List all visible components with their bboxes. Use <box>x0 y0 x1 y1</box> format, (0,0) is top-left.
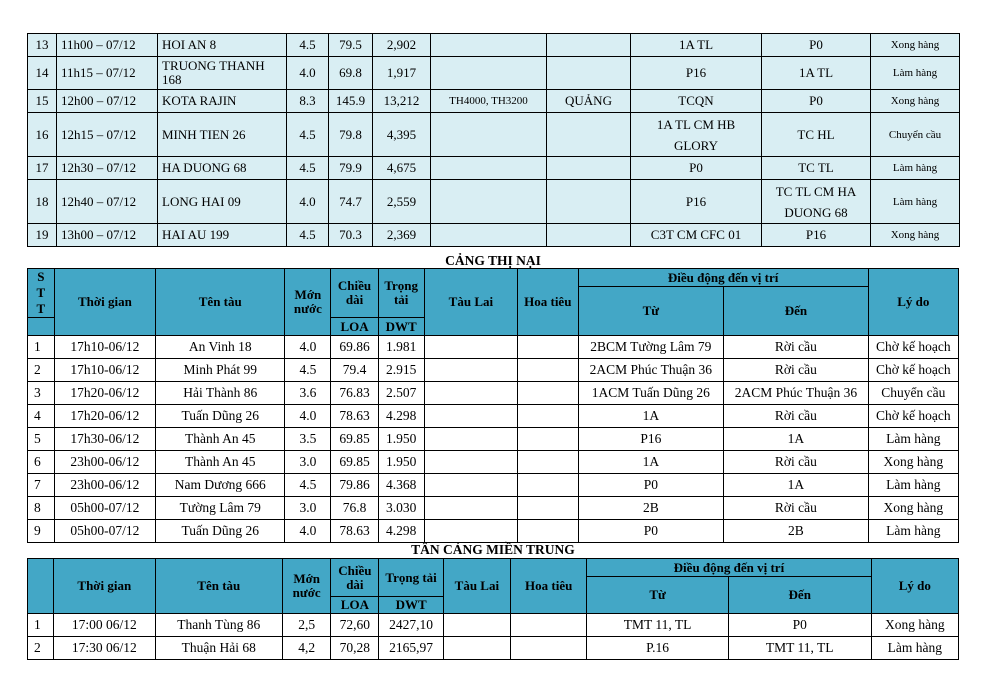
cell-from: 1A TL <box>631 34 762 57</box>
cell-dwt: 2.507 <box>378 382 424 405</box>
cell-tug <box>431 224 547 247</box>
header-from: Từ <box>587 577 729 614</box>
cell-dwt: 13,212 <box>373 90 431 113</box>
table-row <box>28 157 960 180</box>
cell-pilot <box>511 614 587 637</box>
header-draft: Mớn nước <box>285 269 331 336</box>
cell-reason: Chờ kế hoạch <box>868 336 958 359</box>
cell-time: 05h00-07/12 <box>54 497 156 520</box>
cell-pilot <box>518 474 578 497</box>
cell-to: Rời cầu <box>724 451 869 474</box>
cell-to: 1A TL <box>762 57 871 90</box>
cell-dwt: 2.915 <box>378 359 424 382</box>
table-row <box>28 359 959 382</box>
cell-ship: KOTA RAJIN <box>158 90 287 113</box>
cell-time: 17h20-06/12 <box>54 405 156 428</box>
cell-draft: 4.0 <box>287 180 329 224</box>
cell-to: Rời cầu <box>724 405 869 428</box>
table-row <box>28 90 960 113</box>
header-time: Thời gian <box>54 559 155 614</box>
cell-time: 05h00-07/12 <box>54 520 156 543</box>
cell-from: P.16 <box>587 637 729 660</box>
cell-tug <box>431 34 547 57</box>
cell-draft: 4.0 <box>287 57 329 90</box>
cell-time: 23h00-06/12 <box>54 474 156 497</box>
cell-tug: TH4000, TH3200 <box>431 90 547 113</box>
cell-loa: 74.7 <box>329 180 373 224</box>
cell-dwt: 1.981 <box>378 336 424 359</box>
cell-reason: Chuyển cầu <box>868 382 958 405</box>
table-row <box>28 180 960 224</box>
cell-from: 1A <box>578 451 724 474</box>
cell-loa: 69.85 <box>331 451 378 474</box>
cell-ship: Thuận Hải 68 <box>155 637 283 660</box>
cell-ship: Hải Thành 86 <box>156 382 285 405</box>
header-tug: Tàu Lai <box>424 269 517 336</box>
cell-tug <box>431 57 547 90</box>
cell-stt: 2 <box>28 359 55 382</box>
cell-reason: Xong hàng <box>871 90 960 113</box>
section-title-thi-nai: CẢNG THỊ NẠI <box>445 253 541 268</box>
header-loa: LOA <box>331 318 378 336</box>
cell-reason: Chờ kế hoạch <box>868 359 958 382</box>
cell-from: 1A TL CM HB GLORY <box>631 113 762 157</box>
cell-tug <box>424 336 517 359</box>
cell-draft: 4.5 <box>287 157 329 180</box>
header-ship: Tên tàu <box>155 559 283 614</box>
cell-reason: Xong hàng <box>871 614 958 637</box>
header-dwt: DWT <box>378 318 424 336</box>
cell-tug <box>424 520 517 543</box>
table-row <box>28 614 959 637</box>
cell-time: 17:30 06/12 <box>54 637 155 660</box>
cell-stt: 1 <box>28 614 54 637</box>
cell-stt: 2 <box>28 637 54 660</box>
thi-nai-table <box>27 268 959 543</box>
cell-time: 17h10-06/12 <box>54 336 156 359</box>
header-draft: Mớn nước <box>283 559 331 614</box>
cell-tug <box>424 382 517 405</box>
table-row <box>28 405 959 428</box>
table-row <box>28 382 959 405</box>
cell-loa: 79.86 <box>331 474 378 497</box>
cell-time: 17:00 06/12 <box>54 614 155 637</box>
cell-pilot <box>547 57 631 90</box>
header-pilot: Hoa tiêu <box>518 269 578 336</box>
table-row <box>28 497 959 520</box>
cell-stt: 7 <box>28 474 55 497</box>
cell-dwt: 2,369 <box>373 224 431 247</box>
table-row <box>28 34 960 57</box>
cell-to: Rời cầu <box>724 336 869 359</box>
cell-draft: 3.0 <box>285 451 331 474</box>
cell-loa: 78.63 <box>331 520 378 543</box>
cell-pilot <box>518 428 578 451</box>
header-reason: Lý do <box>871 559 958 614</box>
cell-loa: 70,28 <box>331 637 379 660</box>
cell-from: P0 <box>578 474 724 497</box>
cell-stt: 1 <box>28 336 55 359</box>
cell-loa: 79.4 <box>331 359 378 382</box>
cell-draft: 4,2 <box>283 637 331 660</box>
header-from: Từ <box>578 287 724 336</box>
cell-pilot <box>518 497 578 520</box>
cell-dwt: 4,675 <box>373 157 431 180</box>
cell-loa: 79.9 <box>329 157 373 180</box>
cell-time: 23h00-06/12 <box>54 451 156 474</box>
cell-loa: 79.5 <box>329 34 373 57</box>
header-length: Chiều dài <box>331 559 379 597</box>
cell-from: P16 <box>631 57 762 90</box>
cell-stt: 5 <box>28 428 55 451</box>
header-length: Chiều dài <box>331 269 378 318</box>
table-row <box>28 57 960 90</box>
cell-dwt: 4,395 <box>373 113 431 157</box>
cell-draft: 4.5 <box>287 34 329 57</box>
cell-loa: 145.9 <box>329 90 373 113</box>
cell-from: 1A <box>578 405 724 428</box>
cell-time: 17h20-06/12 <box>54 382 156 405</box>
cell-stt: 19 <box>28 224 57 247</box>
cell-reason: Xong hàng <box>871 34 960 57</box>
cell-stt: 3 <box>28 382 55 405</box>
cell-stt: 13 <box>28 34 57 57</box>
cell-time: 12h40 – 07/12 <box>57 180 158 224</box>
tan-cang-body <box>28 614 959 660</box>
header-stt-empty <box>28 559 54 614</box>
cell-reason: Làm hàng <box>871 637 958 660</box>
cell-tug <box>424 497 517 520</box>
cell-to: P16 <box>762 224 871 247</box>
cell-reason: Xong hàng <box>871 224 960 247</box>
cell-to: TC TL <box>762 157 871 180</box>
cell-time: 11h00 – 07/12 <box>57 34 158 57</box>
cell-from: 2ACM Phúc Thuận 36 <box>578 359 724 382</box>
cell-stt: 4 <box>28 405 55 428</box>
cell-ship: Nam Dương 666 <box>156 474 285 497</box>
cell-draft: 4.0 <box>285 336 331 359</box>
cell-pilot <box>547 157 631 180</box>
continuation-table <box>27 33 960 247</box>
cell-tug <box>424 359 517 382</box>
cell-loa: 76.83 <box>331 382 378 405</box>
cell-to: TC TL CM HA DUONG 68 <box>762 180 871 224</box>
cell-to: 1A <box>724 474 869 497</box>
cell-loa: 79.8 <box>329 113 373 157</box>
cell-pilot <box>518 520 578 543</box>
cell-from: 2B <box>578 497 724 520</box>
cell-tug <box>443 637 510 660</box>
cell-to: Rời cầu <box>724 497 869 520</box>
cell-draft: 4.5 <box>285 474 331 497</box>
cell-reason: Làm hàng <box>871 180 960 224</box>
cell-draft: 3.6 <box>285 382 331 405</box>
cell-dwt: 4.298 <box>378 405 424 428</box>
cell-tug <box>424 405 517 428</box>
cell-pilot: QUẢNG <box>547 90 631 113</box>
cell-reason: Làm hàng <box>868 474 958 497</box>
cell-pilot <box>547 224 631 247</box>
header-to: Đến <box>724 287 869 336</box>
cell-to: 1A <box>724 428 869 451</box>
cell-stt: 18 <box>28 180 57 224</box>
header-tonnage: Trọng tải <box>378 269 424 318</box>
cell-time: 12h30 – 07/12 <box>57 157 158 180</box>
cell-dwt: 1.950 <box>378 451 424 474</box>
cell-pilot <box>518 336 578 359</box>
table-row <box>28 224 960 247</box>
cell-reason: Làm hàng <box>868 520 958 543</box>
cell-loa: 70.3 <box>329 224 373 247</box>
cell-reason: Làm hàng <box>871 57 960 90</box>
thi-nai-body <box>28 336 959 543</box>
table-row <box>28 474 959 497</box>
cell-reason: Chờ kế hoạch <box>868 405 958 428</box>
cell-to: TC HL <box>762 113 871 157</box>
cell-loa: 69.85 <box>331 428 378 451</box>
cell-loa: 69.8 <box>329 57 373 90</box>
cell-ship: HAI AU 199 <box>158 224 287 247</box>
cell-ship: An Vinh 18 <box>156 336 285 359</box>
table-row <box>28 428 959 451</box>
cell-draft: 4.5 <box>285 359 331 382</box>
header-tug: Tàu Lai <box>443 559 510 614</box>
cell-dwt: 2427,10 <box>379 614 443 637</box>
cell-to: 2ACM Phúc Thuận 36 <box>724 382 869 405</box>
cell-stt: 15 <box>28 90 57 113</box>
cell-reason: Làm hàng <box>868 428 958 451</box>
cell-stt: 8 <box>28 497 55 520</box>
cell-time: 11h15 – 07/12 <box>57 57 158 90</box>
header-reason: Lý do <box>868 269 958 336</box>
cell-ship: Minh Phát 99 <box>156 359 285 382</box>
cell-pilot <box>518 382 578 405</box>
cell-draft: 4.5 <box>287 224 329 247</box>
table-row <box>28 520 959 543</box>
cell-dwt: 4.298 <box>378 520 424 543</box>
cell-ship: Tuấn Dũng 26 <box>156 520 285 543</box>
cell-draft: 2,5 <box>283 614 331 637</box>
cell-reason: Chuyển cầu <box>871 113 960 157</box>
cell-draft: 3.5 <box>285 428 331 451</box>
cell-stt: 9 <box>28 520 55 543</box>
cell-time: 17h10-06/12 <box>54 359 156 382</box>
cell-draft: 4.0 <box>285 520 331 543</box>
table-row <box>28 637 959 660</box>
header-loa: LOA <box>331 597 379 614</box>
cell-stt: 6 <box>28 451 55 474</box>
cell-to: TMT 11, TL <box>728 637 871 660</box>
cell-ship: Thanh Tùng 86 <box>155 614 283 637</box>
header-to: Đến <box>728 577 871 614</box>
tan-cang-table <box>27 558 959 660</box>
header-move: Điều động đến vị trí <box>587 559 871 577</box>
cell-from: P0 <box>631 157 762 180</box>
cell-dwt: 1,917 <box>373 57 431 90</box>
cell-tug <box>424 428 517 451</box>
header-time: Thời gian <box>54 269 156 336</box>
cell-from: TCQN <box>631 90 762 113</box>
cell-tug <box>431 157 547 180</box>
cell-loa: 69.86 <box>331 336 378 359</box>
cell-dwt: 4.368 <box>378 474 424 497</box>
cell-from: P16 <box>631 180 762 224</box>
cell-dwt: 2,559 <box>373 180 431 224</box>
table-row <box>28 336 959 359</box>
cell-ship: HA DUONG 68 <box>158 157 287 180</box>
cell-reason: Xong hàng <box>868 451 958 474</box>
cell-tug <box>443 614 510 637</box>
header-dwt: DWT <box>379 597 443 614</box>
cell-pilot <box>547 113 631 157</box>
cell-ship: Thành An 45 <box>156 428 285 451</box>
cell-ship: TRUONG THANH 168 <box>158 57 287 90</box>
cell-loa: 76.8 <box>331 497 378 520</box>
cell-ship: LONG HAI 09 <box>158 180 287 224</box>
cell-time: 13h00 – 07/12 <box>57 224 158 247</box>
cell-pilot <box>547 180 631 224</box>
header-ship: Tên tàu <box>156 269 285 336</box>
cell-pilot <box>518 405 578 428</box>
cell-dwt: 1.950 <box>378 428 424 451</box>
cell-from: 1ACM Tuấn Dũng 26 <box>578 382 724 405</box>
cell-time: 17h30-06/12 <box>54 428 156 451</box>
cell-draft: 4.0 <box>285 405 331 428</box>
cell-stt: 16 <box>28 113 57 157</box>
cell-to: P0 <box>762 34 871 57</box>
cell-dwt: 2,902 <box>373 34 431 57</box>
cell-tug <box>424 474 517 497</box>
cell-time: 12h15 – 07/12 <box>57 113 158 157</box>
cell-draft: 8.3 <box>287 90 329 113</box>
cell-to: 2B <box>724 520 869 543</box>
cell-reason: Làm hàng <box>871 157 960 180</box>
cell-to: Rời cầu <box>724 359 869 382</box>
cell-from: P0 <box>578 520 724 543</box>
cell-from: C3T CM CFC 01 <box>631 224 762 247</box>
cell-ship: Tuấn Dũng 26 <box>156 405 285 428</box>
cell-tug <box>431 180 547 224</box>
cell-ship: MINH TIEN 26 <box>158 113 287 157</box>
header-stt: STT <box>28 269 55 318</box>
cell-pilot <box>511 637 587 660</box>
cell-pilot <box>518 359 578 382</box>
header-tonnage: Trọng tải <box>379 559 443 597</box>
header-stt-cont <box>28 318 55 336</box>
cell-to: P0 <box>728 614 871 637</box>
cell-draft: 3.0 <box>285 497 331 520</box>
table-row <box>28 451 959 474</box>
cell-tug <box>424 451 517 474</box>
cell-dwt: 3.030 <box>378 497 424 520</box>
cell-from: P16 <box>578 428 724 451</box>
header-move: Điều động đến vị trí <box>578 269 868 287</box>
header-pilot: Hoa tiêu <box>511 559 587 614</box>
cell-loa: 78.63 <box>331 405 378 428</box>
cell-pilot <box>518 451 578 474</box>
cell-from: TMT 11, TL <box>587 614 729 637</box>
cell-from: 2BCM Tường Lâm 79 <box>578 336 724 359</box>
cell-tug <box>431 113 547 157</box>
cell-to: P0 <box>762 90 871 113</box>
section-title-tan-cang: TÂN CẢNG MIỀN TRUNG <box>411 542 575 557</box>
cell-dwt: 2165,97 <box>379 637 443 660</box>
table-row <box>28 113 960 157</box>
cell-stt: 14 <box>28 57 57 90</box>
cell-draft: 4.5 <box>287 113 329 157</box>
cell-pilot <box>547 34 631 57</box>
cell-ship: Tường Lâm 79 <box>156 497 285 520</box>
cell-ship: HOI AN 8 <box>158 34 287 57</box>
cell-time: 12h00 – 07/12 <box>57 90 158 113</box>
cell-stt: 17 <box>28 157 57 180</box>
cell-ship: Thành An 45 <box>156 451 285 474</box>
cell-reason: Xong hàng <box>868 497 958 520</box>
cell-loa: 72,60 <box>331 614 379 637</box>
